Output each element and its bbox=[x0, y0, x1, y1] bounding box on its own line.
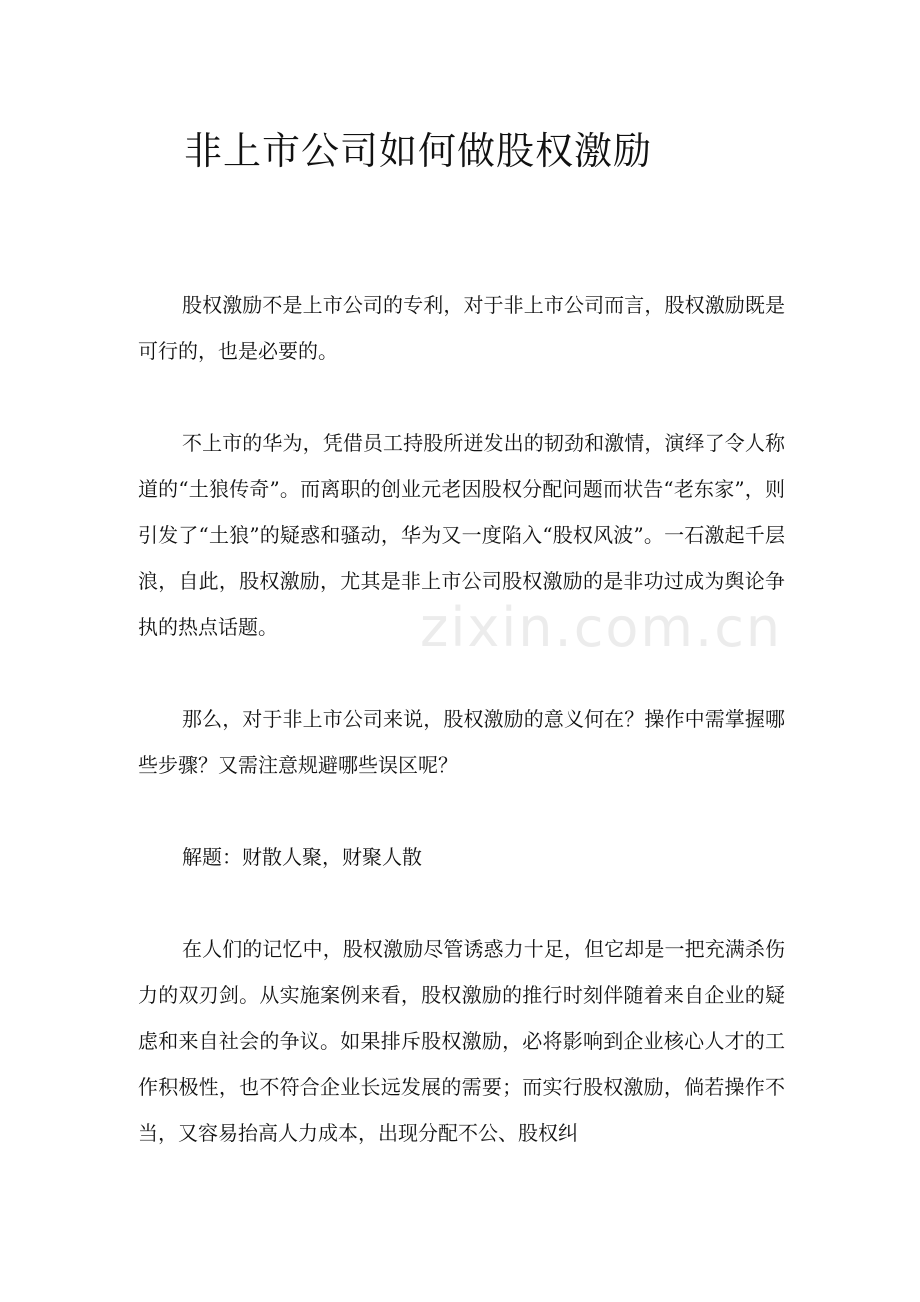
paragraph-huawei: 不上市的华为，凭借员工持股所迸发出的韧劲和激情，演绎了令人称道的“土狼传奇”。而离职的创业元老因股权分配问题而状告“老东家”，则引发了“土狼”的疑惑和骚动，华为又一度陷入“股权风波”。一石激起千层浪，自此，股权激励，尤其是非上市公司股权激励的是非功过成为舆论争执的热点话题。 bbox=[138, 431, 785, 639]
paragraph-subheading: 解题：财散人聚，财聚人散 bbox=[182, 845, 422, 869]
paragraph-questions: 那么，对于非上市公司来说，股权激励的意义何在？操作中需掌握哪些步骤？又需注意规避哪些误区呢？ bbox=[138, 707, 785, 777]
document-body bbox=[138, 282, 785, 1156]
paragraph-intro: 股权激励不是上市公司的专利，对于非上市公司而言，股权激励既是可行的，也是必要的。 bbox=[138, 293, 785, 363]
watermark: zixin.com.cn bbox=[420, 596, 783, 659]
paragraph-double-edged: 在人们的记忆中，股权激励尽管诱惑力十足，但它却是一把充满杀伤力的双刃剑。从实施案例来看，股权激励的推行时刻伴随着来自企业的疑虑和来自社会的争议。如果排斥股权激励，必将影响到企业核心人才的工作积极性，也不符合企业长远发展的需要；而实行股权激励，倘若操作不当，又容易抬高人力成本，出现分配不公、股权纠 bbox=[138, 937, 785, 1145]
document-title: 非上市公司如何做股权激励 bbox=[184, 129, 653, 173]
